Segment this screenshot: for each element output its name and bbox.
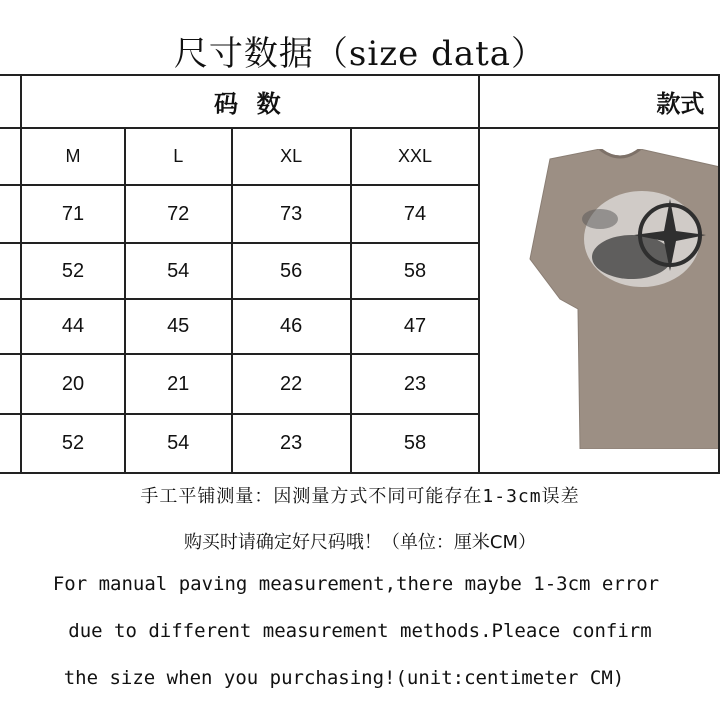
product-image-cell: [479, 128, 719, 473]
table-cell: 52: [21, 414, 124, 473]
row-label-cell: [0, 299, 21, 354]
table-cell: 54: [125, 243, 232, 299]
note-en-line2: due to different measurement methods.Pleace confirm: [68, 620, 652, 642]
note-en-line1: For manual paving measurement,there maybe 1-3cm error: [52, 573, 660, 595]
table-cell: 47: [351, 299, 480, 354]
table-cell: 58: [351, 414, 480, 473]
table-cell: 71: [21, 185, 124, 243]
table-cell: 23: [232, 414, 351, 473]
table-cell: 44: [21, 299, 124, 354]
table-cell: 73: [232, 185, 351, 243]
row-label-cell: [0, 128, 21, 185]
table-cell: 52: [21, 243, 124, 299]
table-cell: 58: [351, 243, 480, 299]
size-label-xxl: XXL: [351, 128, 480, 185]
table-cell: 54: [125, 414, 232, 473]
note-cn-measurement: 手工平铺测量：因测量方式不同可能存在1-3cm误差: [140, 486, 580, 507]
table-cell: 46: [232, 299, 351, 354]
table-cell: 72: [125, 185, 232, 243]
size-header: 码 数: [21, 75, 479, 128]
row-label-cell: [0, 414, 21, 473]
size-label-m: M: [21, 128, 124, 185]
row-label-cell: [0, 185, 21, 243]
table-cell: 23: [351, 354, 480, 414]
size-label-xl: XL: [232, 128, 351, 185]
style-header: 款式: [479, 75, 719, 128]
tshirt-image: [520, 149, 719, 449]
table-cell: 56: [232, 243, 351, 299]
table-cell: 20: [21, 354, 124, 414]
size-label-l: L: [125, 128, 232, 185]
size-table: [0, 74, 720, 474]
table-cell: 45: [125, 299, 232, 354]
row-label-cell: [0, 243, 21, 299]
note-cn-confirm: 购买时请确定好尺码哦！（单位：厘米CM）: [183, 532, 537, 553]
row-label-cell: [0, 354, 21, 414]
page-title: 尺寸数据（size data）: [173, 34, 547, 74]
table-cell: 22: [232, 354, 351, 414]
table-cell: 74: [351, 185, 480, 243]
row-label-header-cell: [0, 75, 21, 128]
table-cell: 21: [125, 354, 232, 414]
note-en-line3: the size when you purchasing!(unit:centimeter CM): [63, 667, 625, 689]
